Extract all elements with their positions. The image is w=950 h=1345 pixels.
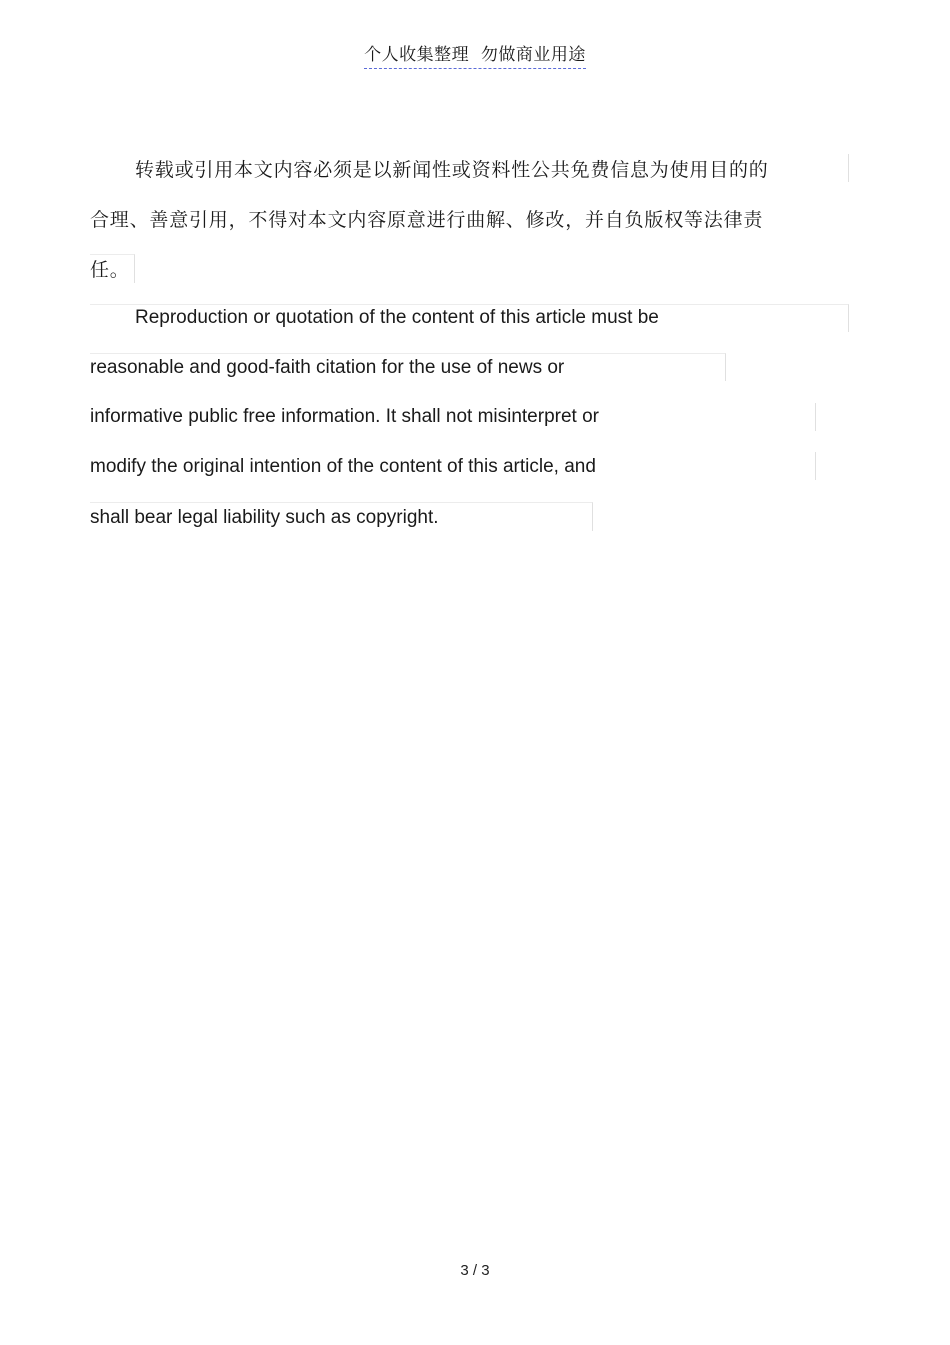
en-line-4: modify the original intention of the content of this article, and	[90, 456, 596, 477]
en-line-5: shall bear legal liability such as copyright.	[90, 507, 439, 528]
en-line-1: Reproduction or quotation of the content of this article must be	[135, 307, 659, 328]
page-number: 3 / 3	[460, 1262, 490, 1279]
en-line-3: informative public free information. It shall not misinterpret or	[90, 406, 599, 427]
zh-line-1: 转载或引用本文内容必须是以新闻性或资料性公共免费信息为使用目的的	[135, 159, 769, 181]
zh-line-2: 合理、善意引用，不得对本文内容原意进行曲解、修改，并自负版权等法律责	[90, 209, 764, 231]
page-header	[0, 40, 950, 69]
zh-line-3: 任。	[90, 259, 130, 281]
en-line-2: reasonable and good-faith citation for the use of news or	[90, 357, 565, 378]
header-text: 个人收集整理 勿做商业用途	[364, 40, 586, 69]
